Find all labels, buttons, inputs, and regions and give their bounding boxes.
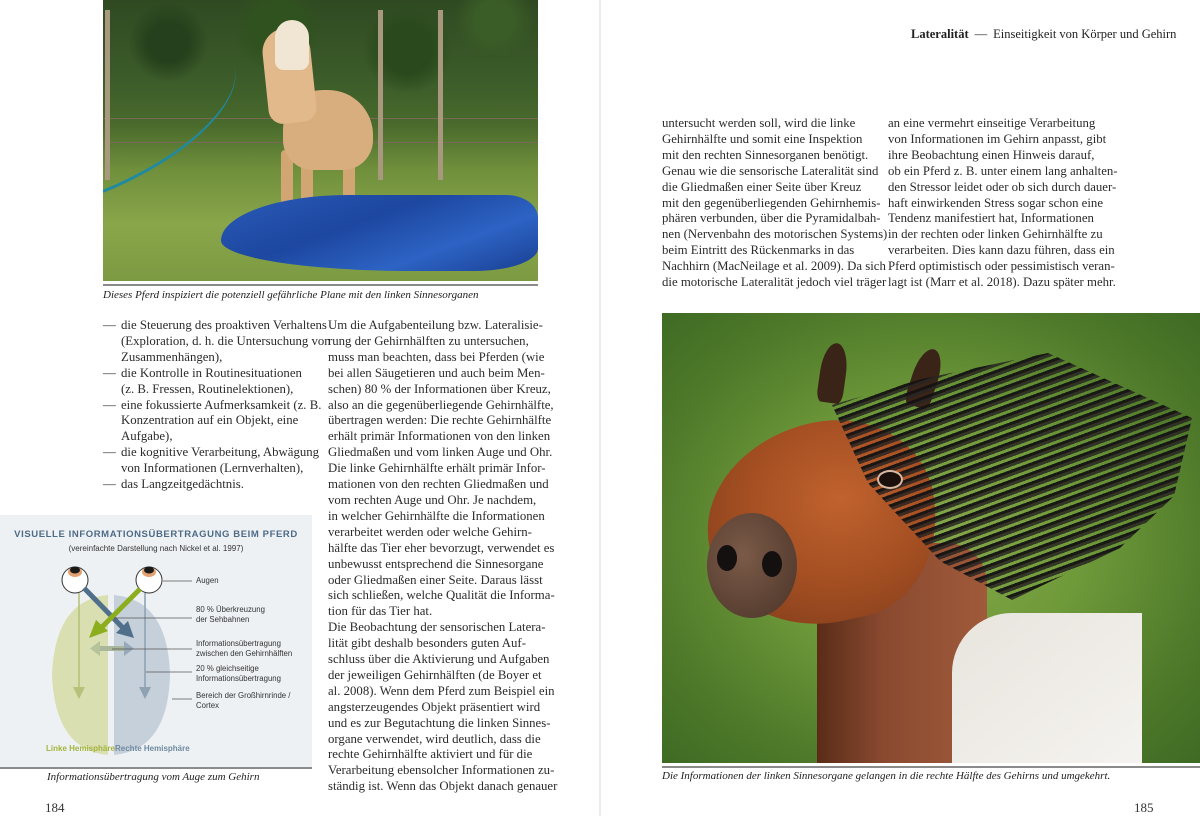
text-line: Tendenz manifestiert hat, Informationen xyxy=(888,211,1094,226)
bullet-item xyxy=(103,366,328,398)
text-line: Die Beobachtung der sensorischen Latera- xyxy=(328,620,546,635)
diagram-label-ipsilateral xyxy=(196,664,281,683)
photo-head-caption: Die Informationen der linken Sinnesorgane gelangen in die rechte Hälfte des Gehirns und umgekehrt. xyxy=(662,770,1111,782)
text-line: Genau wie die sensorische Lateralität sind xyxy=(662,163,879,178)
right-hemisphere-label: Rechte Hemisphäre xyxy=(115,744,190,753)
text-line: muss man beachten, dass bei Pferden (wie xyxy=(328,349,545,364)
bullet-item xyxy=(103,398,328,446)
photo-blue-tarp xyxy=(221,195,538,271)
text-line: sich schließen, welche Qualität die Informa- xyxy=(328,588,555,603)
photo-horse-eye xyxy=(877,470,903,489)
text-line: schluss über die Aktivierung und Aufgaben xyxy=(328,652,550,667)
text-line: erhält primär Informationen von den linken xyxy=(328,429,551,444)
text-line: Nachhirn (MacNeilage et al. 2009). Da sich xyxy=(662,259,886,274)
photo-horse-mane xyxy=(275,20,309,70)
text-line: Um die Aufgabenteilung bzw. Lateralisie- xyxy=(328,318,543,332)
text-line: Bereich der Großhirnrinde / xyxy=(196,691,291,700)
body-text-column-right-page-2 xyxy=(888,116,1118,291)
diagram-caption: Informationsübertragung vom Auge zum Gehirn xyxy=(47,771,260,783)
text-line: lagt ist (Marr et al. 2018). Dazu später mehr. xyxy=(888,275,1116,290)
photo-horse-ear xyxy=(816,341,850,404)
text-line: untersucht werden soll, wird die linke xyxy=(662,116,856,130)
text-line: zwischen den Gehirnhälften xyxy=(196,648,293,658)
bullet-list xyxy=(103,318,331,493)
text-line: rechte Gehirnhälfte aktiviert und für die xyxy=(328,747,533,762)
text-line: beim Eintritt des Rückenmarks in das xyxy=(662,243,855,258)
diagram-subtitle: (vereinfachte Darstellung nach Nickel et al. 1997) xyxy=(68,544,244,553)
text-line: Aufgabe), xyxy=(121,429,173,444)
text-line: mationen von den rechten Gliedmaßen und xyxy=(328,477,549,492)
page-number-right: 185 xyxy=(1134,800,1154,815)
text-line: in welcher Gehirnhälfte die Informationen xyxy=(328,508,545,523)
bullet-dash: — xyxy=(103,318,116,332)
text-line: Cortex xyxy=(196,700,219,710)
bullet-dash: — xyxy=(103,477,116,492)
photo-horse-head xyxy=(662,313,1200,763)
right-hemisphere-shape xyxy=(114,595,170,755)
page-number-left: 184 xyxy=(45,800,65,815)
text-line: ihre Beobachtung einen Hinweis darauf, xyxy=(888,147,1095,162)
text-line: oder Gliedmaßen einer Seite. Daraus lässt xyxy=(328,572,543,587)
diagram-label-eyes xyxy=(196,576,219,586)
text-line: das Langzeitgedächtnis. xyxy=(121,477,244,492)
running-head-separator: — xyxy=(974,27,988,41)
text-line: phären verbunden, über die Pyramidalbah- xyxy=(662,211,881,226)
caption-rule xyxy=(0,767,312,769)
text-line: übertragen werden: Die rechte Gehirnhälfte xyxy=(328,413,552,428)
text-line: 80 % Überkreuzung xyxy=(196,605,265,614)
text-line: tion für das Tier hat. xyxy=(328,604,433,619)
bullet-item xyxy=(103,477,328,493)
body-text-column-left-page xyxy=(328,318,558,795)
text-line: lität gibt deshalb besonders guten Auf- xyxy=(328,636,526,651)
text-line: an eine vermehrt einseitige Verarbeitung xyxy=(888,116,1096,130)
text-line: unbewusst entsprechend die Sinnesorgane xyxy=(328,556,544,571)
text-line: die Steuerung des proaktiven Verhaltens xyxy=(121,318,327,332)
text-line: angsterzeugendes Objekt präsentiert wird xyxy=(328,699,541,714)
photo-fence-post xyxy=(378,10,383,180)
text-line: bei allen Säugetieren und auch beim Men- xyxy=(328,365,545,380)
text-line: die kognitive Verarbeitung, Abwägung xyxy=(121,445,320,460)
running-head-subtitle: Einseitigkeit von Körper und Gehirn xyxy=(993,27,1177,41)
text-line: schen) 80 % der Informationen über Kreuz, xyxy=(328,381,551,396)
bullet-dash: — xyxy=(103,397,116,412)
text-line: ständig ist. Wenn das Objekt danach genauer xyxy=(328,779,558,794)
diagram-label-crossing xyxy=(196,605,265,624)
running-head-chapter: Lateralität xyxy=(911,27,969,41)
text-line: eine fokussierte Aufmerksamkeit (z. B. xyxy=(121,397,322,412)
photo-tarp-caption: Dieses Pferd inspiziert die potenziell gefährliche Plane mit den linken Sinnesorganen xyxy=(103,289,479,301)
left-hemisphere-label: Linke Hemisphäre xyxy=(46,744,115,753)
text-line: hälfte das Tier eher bevorzugt, verwendet es xyxy=(328,540,555,555)
photo-fence-post xyxy=(438,10,443,180)
text-line: 20 % gleichseitige xyxy=(196,664,259,673)
text-line: die motorische Lateralität jedoch viel träger xyxy=(662,275,887,290)
text-line: (z. B. Fressen, Routinelektionen), xyxy=(121,381,294,396)
text-line: Informationsübertragung xyxy=(196,673,281,683)
bullet-dash: — xyxy=(103,365,116,380)
text-line: al. 2008). Wenn dem Pferd zum Beispiel ein xyxy=(328,683,555,698)
text-line: verarbeitet werden oder welche Gehirn- xyxy=(328,524,532,539)
diagram-visual-information-transfer xyxy=(0,515,312,767)
diagram-label-interhemispheric xyxy=(196,639,292,658)
text-line: Zusammenhängen), xyxy=(121,349,223,364)
text-line: in der rechten oder linken Gehirnhälfte zu xyxy=(888,227,1103,242)
text-line: Verarbeitung ebensolcher Informationen zu- xyxy=(328,763,555,778)
diagram-title: VISUELLE INFORMATIONSÜBERTRAGUNG BEIM PFERD xyxy=(14,529,298,540)
text-line: die Kontrolle in Routinesituationen xyxy=(121,365,302,380)
book-gutter xyxy=(599,0,601,816)
caption-rule xyxy=(662,766,1200,768)
text-line: Informationsübertragung xyxy=(196,639,281,648)
text-line: von Informationen (Lernverhalten), xyxy=(121,461,304,476)
text-line: den Stressor leidet oder ob sich durch dauer- xyxy=(888,179,1117,194)
text-line: haft einwirkenden Stress sogar schon eine xyxy=(888,195,1103,210)
text-line: vom rechten Auge und Ohr. Je nachdem, xyxy=(328,492,537,507)
photo-horse-white-patch xyxy=(952,613,1142,763)
text-line: mit den rechten Sinnesorganen benötigt. xyxy=(662,147,869,162)
text-line: der jeweiligen Gehirnhälften (de Boyer et xyxy=(328,667,542,682)
bullet-item xyxy=(103,445,328,477)
text-line: also an die gegenüberliegende Gehirnhälfte, xyxy=(328,397,554,412)
text-line: und es zur Begutachtung die linken Sinnes- xyxy=(328,715,551,730)
text-line: rung der Gehirnhälften zu untersuchen, xyxy=(328,333,529,348)
bullet-dash: — xyxy=(103,445,116,460)
text-line: Gehirnhälfte und somit eine Inspektion xyxy=(662,131,863,146)
text-line: Augen xyxy=(196,576,219,585)
text-line: Die linke Gehirnhälfte erhält primär Infor- xyxy=(328,461,546,476)
running-head xyxy=(911,27,1176,42)
text-line: der Sehbahnen xyxy=(196,614,250,624)
text-line: von Informationen im Gehirn anpasst, gibt xyxy=(888,131,1107,146)
bullet-item xyxy=(103,318,331,366)
text-line: (Exploration, d. h. die Untersuchung von xyxy=(121,333,331,348)
text-line: Gliedmaßen und vom linken Auge und Ohr. xyxy=(328,445,553,460)
photo-horse-nostril xyxy=(717,545,737,571)
photo-horse-nostril xyxy=(762,551,782,577)
text-line: Konzentration auf ein Objekt, eine xyxy=(121,413,299,428)
left-hemisphere-shape xyxy=(52,595,108,755)
text-line: die Gliedmaßen einer Seite über Kreuz xyxy=(662,179,862,194)
body-text-column-right-page-1 xyxy=(662,116,888,291)
photo-horse-tarp xyxy=(103,0,538,281)
diagram-label-cortex xyxy=(196,691,290,710)
text-line: mit den gegenüberliegenden Gehirnhemis- xyxy=(662,195,881,210)
text-line: nen (Nervenbahn des motorischen Systems) xyxy=(662,227,888,242)
text-line: organe verwendet, wird deutlich, dass die xyxy=(328,731,541,746)
caption-rule xyxy=(103,284,538,286)
text-line: Pferd optimistisch oder pessimistisch veran- xyxy=(888,259,1115,274)
text-line: ob ein Pferd z. B. unter einem lang anhalten- xyxy=(888,163,1118,178)
text-line: verarbeiten. Dies kann dazu führen, dass ein xyxy=(888,243,1115,258)
